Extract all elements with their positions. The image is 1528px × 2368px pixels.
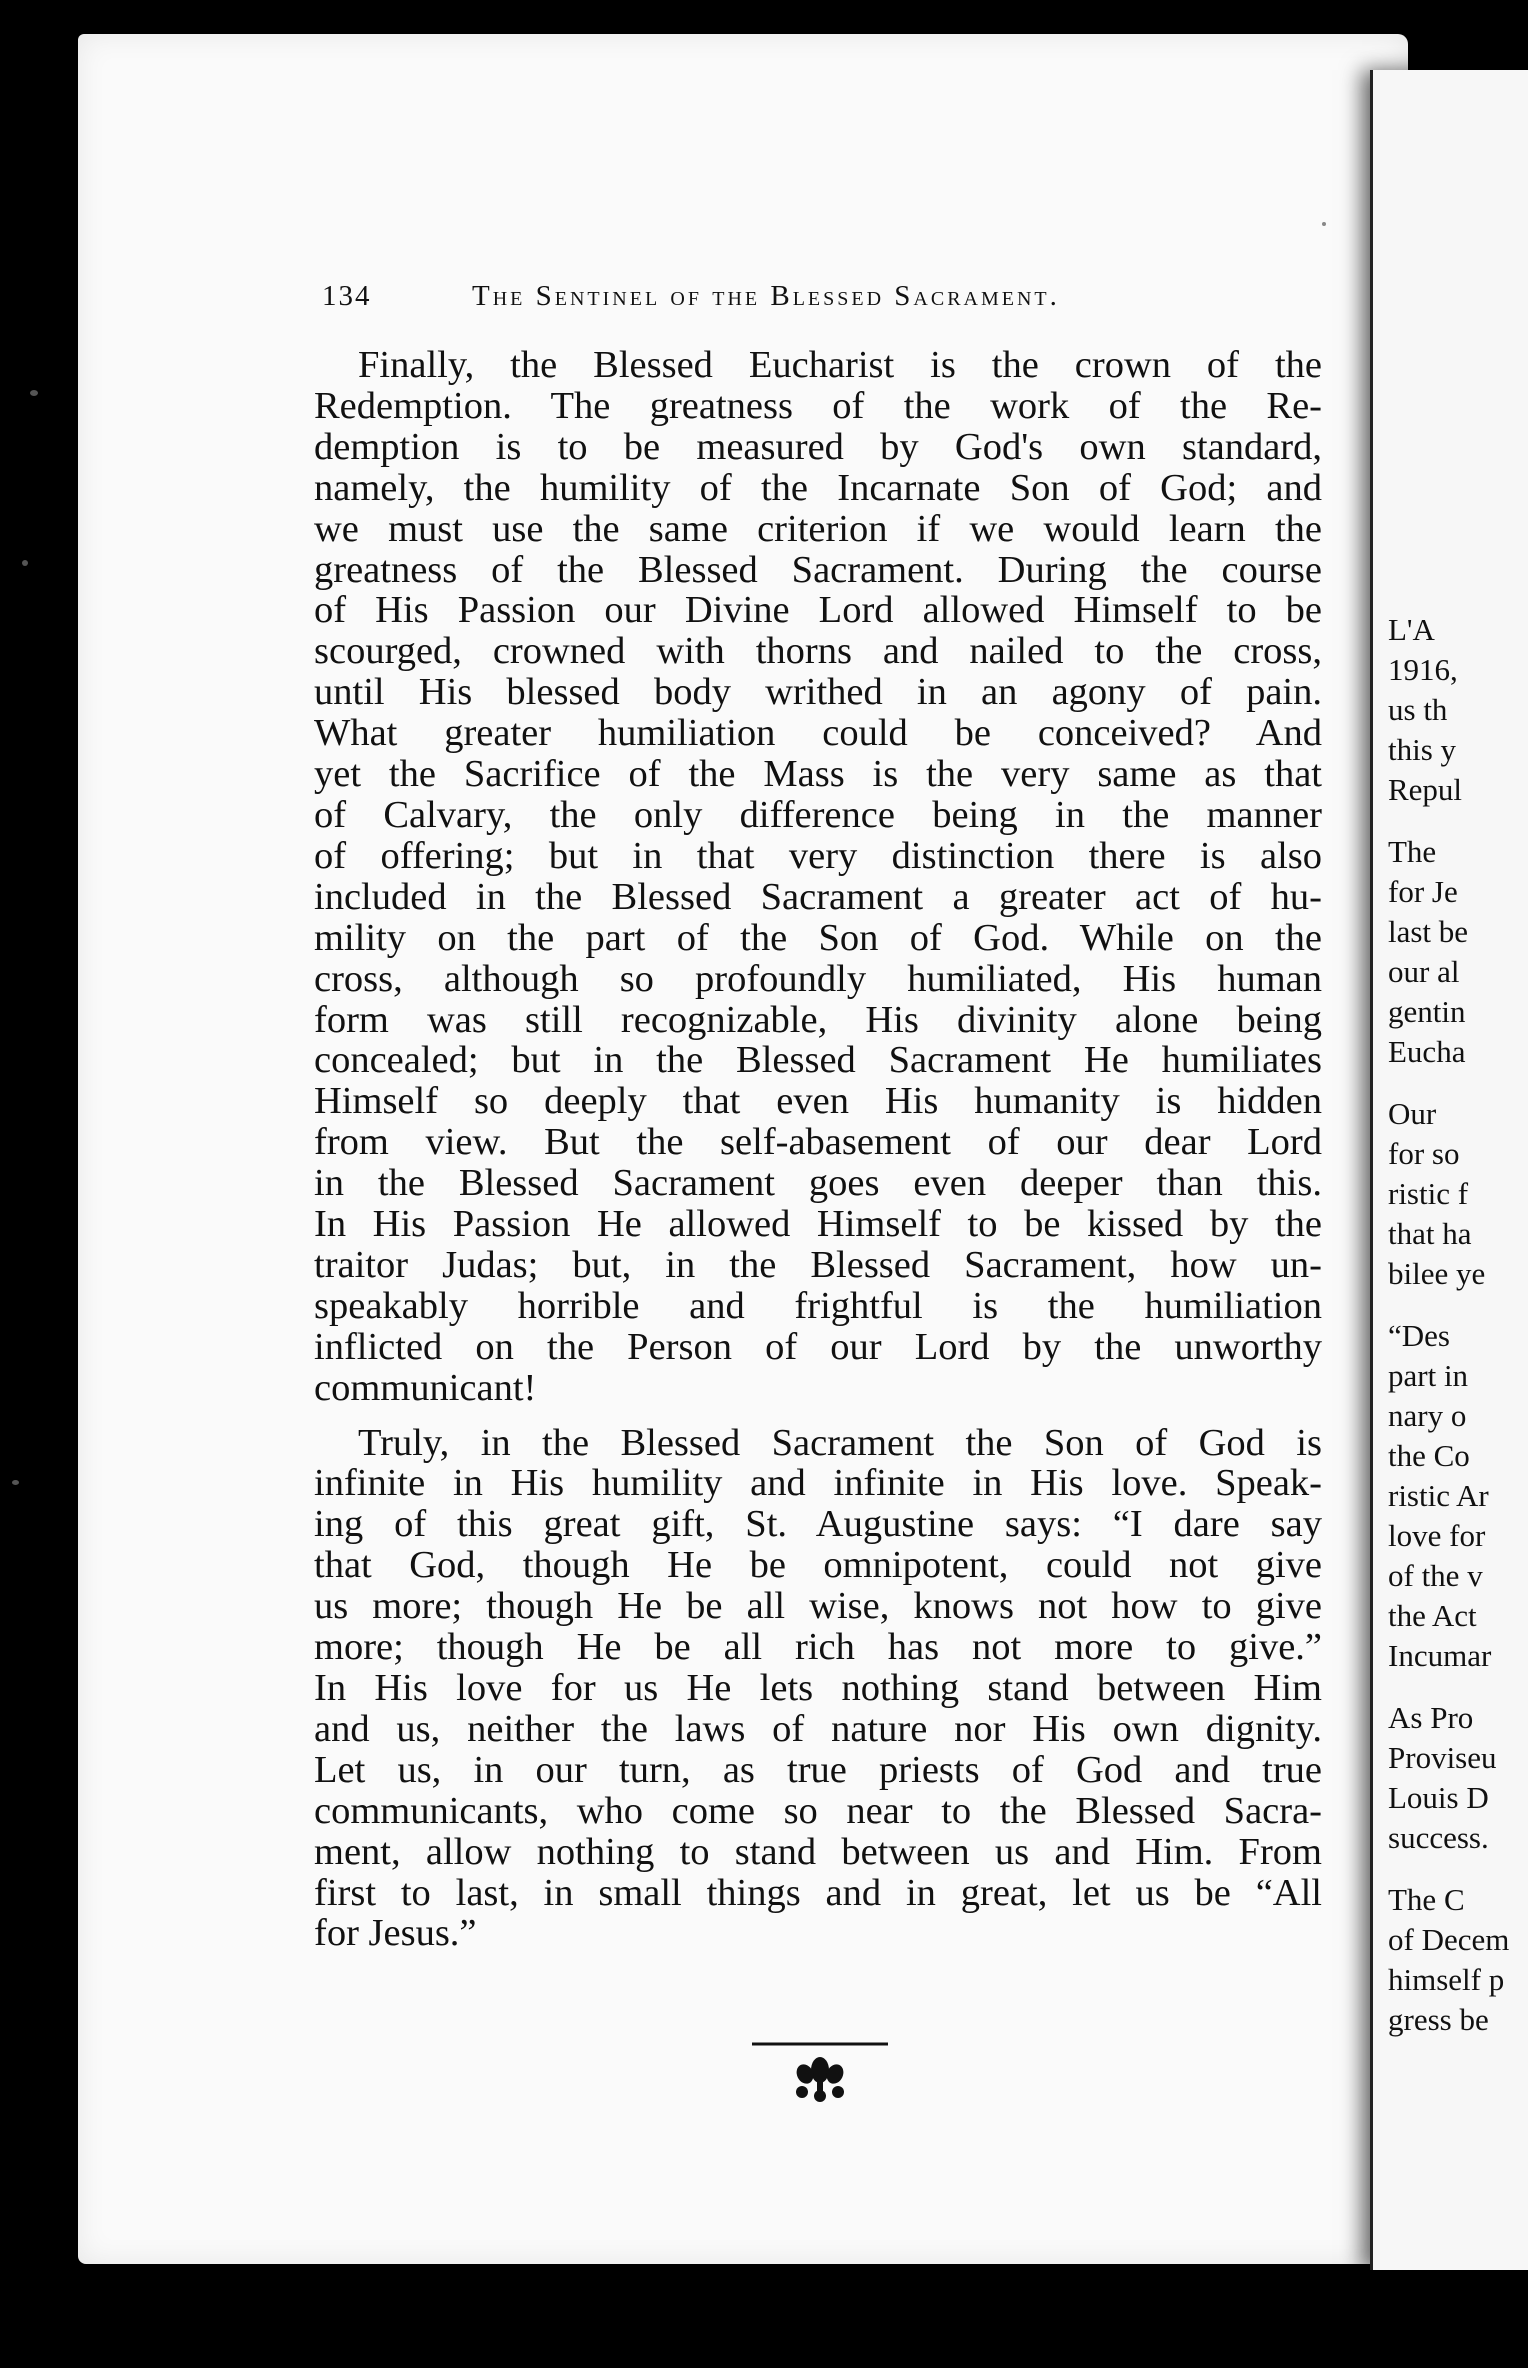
adjacent-text-line: As Pro — [1388, 1700, 1474, 1735]
scan-speck — [30, 390, 38, 396]
adjacent-text-line: gress be — [1388, 2002, 1489, 2037]
text-line: namely, the humility of the Incarnate Son of God; and — [314, 466, 1322, 509]
text-line: Let us, in our turn, as true priests of God and true — [314, 1748, 1322, 1791]
paragraph-2 — [314, 1423, 1322, 1955]
adjacent-text-line: last be — [1388, 914, 1469, 949]
adjacent-text-line: for Je — [1388, 874, 1458, 909]
adjacent-text-line: L'A — [1388, 612, 1435, 647]
adjacent-text-line: of Decem — [1388, 1922, 1510, 1957]
adjacent-text-block — [1388, 1880, 1509, 2040]
adjacent-text-block — [1388, 1094, 1509, 1294]
text-line: What greater humiliation could be conceived? And — [314, 712, 1322, 755]
text-line: concealed; but in the Blessed Sacrament He humiliates — [314, 1039, 1322, 1082]
text-line: included in the Blessed Sacrament a greater act of hu- — [314, 875, 1322, 918]
adjacent-text-line: Eucha — [1388, 1034, 1466, 1069]
adjacent-text-line: for so — [1388, 1136, 1460, 1171]
text-line: Truly, in the Blessed Sacrament the Son of God is — [358, 1421, 1322, 1464]
text-line: for Jesus.” — [314, 1912, 477, 1955]
text-line: ment, allow nothing to stand between us and Him. From — [314, 1830, 1322, 1873]
adjacent-text-line: Our — [1388, 1096, 1437, 1131]
adjacent-text-line: of the v — [1388, 1558, 1483, 1593]
text-line: of Calvary, the only difference being in the manner — [314, 793, 1322, 836]
text-line: ing of this great gift, St. Augustine says: “I dare say — [314, 1503, 1322, 1546]
text-line: in the Blessed Sacrament goes even deeper than this. — [314, 1162, 1322, 1205]
adjacent-text-line: the Co — [1388, 1438, 1470, 1473]
adjacent-text-line: ristic Ar — [1388, 1478, 1489, 1513]
adjacent-text-line: success. — [1388, 1820, 1489, 1855]
text-line: Himself so deeply that even His humanity is hidden — [314, 1080, 1322, 1123]
adjacent-text-line: love for — [1388, 1518, 1486, 1553]
adjacent-text-block — [1388, 1698, 1509, 1858]
adjacent-page-text — [1388, 610, 1509, 2040]
text-line: from view. But the self-abasement of our dear Lord — [314, 1121, 1322, 1164]
running-head-title: The Sentinel of the Blessed Sacrament. — [472, 280, 1060, 312]
adjacent-text-line: The — [1388, 834, 1437, 869]
fleuron-icon — [794, 2057, 847, 2102]
adjacent-text-line: bilee ye — [1388, 1256, 1486, 1291]
adjacent-text-line: Repul — [1388, 772, 1463, 807]
adjacent-text-line: us th — [1388, 692, 1448, 727]
text-line: Redemption. The greatness of the work of the Re- — [314, 384, 1322, 427]
adjacent-text-line: Louis D — [1388, 1780, 1489, 1815]
scan-speck — [1322, 222, 1326, 226]
text-line: traitor Judas; but, in the Blessed Sacrament, how un- — [314, 1243, 1322, 1286]
adjacent-text-line: “Des — [1388, 1318, 1450, 1353]
scan-speck — [12, 1480, 19, 1485]
text-line: that God, though He be omnipotent, could not give — [314, 1544, 1322, 1587]
adjacent-text-line: nary o — [1388, 1398, 1467, 1433]
running-head — [322, 280, 1242, 320]
text-line: infinite in His humility and infinite in His love. Speak- — [314, 1462, 1322, 1505]
text-line: mility on the part of the Son of God. While on the — [314, 916, 1322, 959]
adjacent-text-line: Proviseu — [1388, 1740, 1497, 1775]
adjacent-text-line: this y — [1388, 732, 1457, 767]
adjacent-text-line: 1916, — [1388, 652, 1458, 687]
text-line: speakably horrible and frightful is the humiliation — [314, 1284, 1322, 1327]
adjacent-text-line: The C — [1388, 1882, 1465, 1917]
text-line: communicants, who come so near to the Blessed Sacra- — [314, 1789, 1322, 1832]
text-line: of His Passion our Divine Lord allowed Himself to be — [314, 589, 1322, 632]
text-line: and us, neither the laws of nature nor His own dignity. — [314, 1707, 1322, 1750]
text-line: In His love for us He lets nothing stand between Him — [314, 1667, 1322, 1709]
paragraph-1 — [314, 345, 1322, 1409]
text-line: form was still recognizable, His divinity alone being — [314, 998, 1322, 1041]
text-line: greatness of the Blessed Sacrament. During the course — [314, 548, 1322, 591]
text-line: we must use the same criterion if we would learn the — [314, 507, 1322, 550]
text-line: cross, although so profoundly humiliated, His human — [314, 957, 1322, 1000]
text-line: In His Passion He allowed Himself to be kissed by the — [314, 1203, 1322, 1246]
adjacent-text-line: ristic f — [1388, 1176, 1469, 1211]
adjacent-text-line: gentin — [1388, 994, 1466, 1029]
text-line: yet the Sacrifice of the Mass is the very same as that — [314, 753, 1322, 796]
adjacent-text-line: that ha — [1388, 1216, 1472, 1251]
text-line: inflicted on the Person of our Lord by the unworthy — [314, 1325, 1322, 1368]
adjacent-text-line: Incumar — [1388, 1638, 1492, 1673]
text-line: demption is to be measured by God's own standard, — [314, 425, 1322, 468]
text-line: us more; though He be all wise, knows not how to give — [314, 1585, 1322, 1628]
adjacent-text-block — [1388, 1316, 1509, 1676]
adjacent-text-line: our al — [1388, 954, 1460, 989]
adjacent-text-block — [1388, 832, 1509, 1072]
text-line: communicant! — [314, 1366, 537, 1409]
adjacent-text-line: the Act — [1388, 1598, 1477, 1633]
text-line: more; though He be all rich has not more to give.” — [314, 1626, 1322, 1669]
text-line: scourged, crowned with thorns and nailed to the cross, — [314, 630, 1322, 673]
text-line: first to last, in small things and in great, let us be “All — [314, 1871, 1322, 1914]
page-number: 134 — [322, 280, 372, 312]
text-line: Finally, the Blessed Eucharist is the crown of the — [358, 344, 1322, 386]
scan-speck — [22, 560, 28, 566]
ornament-divider — [750, 2040, 890, 2120]
body-text — [314, 345, 1322, 1954]
adjacent-text-line: himself p — [1388, 1962, 1505, 1997]
adjacent-text-block — [1388, 610, 1509, 810]
adjacent-text-line: part in — [1388, 1358, 1469, 1393]
text-line: of offering; but in that very distinction there is also — [314, 834, 1322, 877]
text-line: until His blessed body writhed in an agony of pain. — [314, 671, 1322, 714]
